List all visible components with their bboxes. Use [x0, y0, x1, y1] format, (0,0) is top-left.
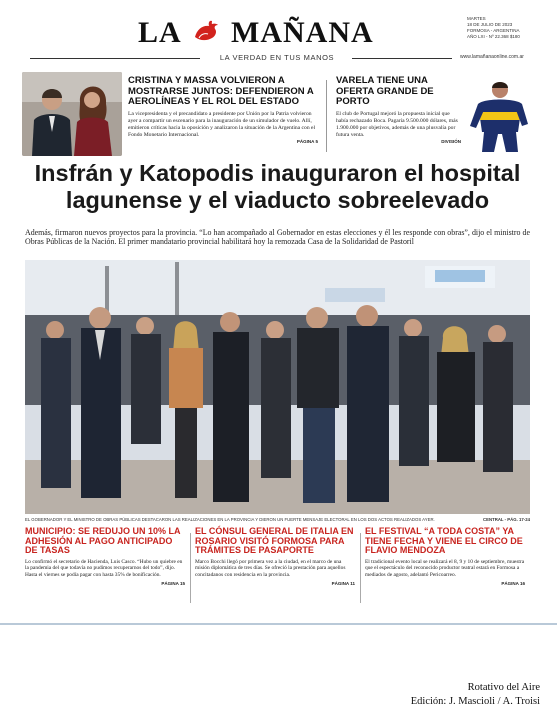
photo-caption	[25, 517, 530, 522]
teaser-politics-title: CRISTINA Y MASSA VOLVIERON A MOSTRARSE JUNTOS: DEFENDIERON A AEROLÍNEAS Y EL ROL DEL ESTADO	[128, 75, 314, 107]
tagline-rule-right	[352, 58, 452, 59]
tagline-rule-left	[30, 58, 200, 59]
teaser-politics-page: PÁGINA 5	[296, 138, 318, 144]
tagline-bar	[20, 53, 535, 63]
credits-program: Rotativo del Aire	[467, 682, 540, 693]
top-teasers	[20, 70, 535, 158]
logo-text-manana: MAÑANA	[231, 16, 374, 49]
edition-place: FORMOSA - ARGENTINA	[467, 28, 520, 33]
credits-editors: Edición: J. Mascioli / A. Troisi	[410, 696, 540, 707]
teaser-sports[interactable]	[336, 76, 461, 144]
logo-text-la: LA	[138, 16, 181, 49]
page-bottom-edge	[0, 623, 557, 625]
photo-caption-text: EL GOBERNADOR Y EL MINISTRO DE OBRAS PÚBLICAS DESTACARON LAS REALIZACIONES EN LA PROVINCIA Y DIERON UN FUERTE MENSAJE ELECTORAL EN LOS DOS ACTOS REALIZADOS AYER.	[25, 517, 435, 522]
teaser-sports-title: VARELA TIENE UNA OFERTA GRANDE DE PORTO	[336, 75, 434, 107]
headline-summary: Además, firmaron nuevos proyectos para la provincia. “Lo han acompañado al Gobernador en estas elecciones y él les responde con obras”, dijo el ministro de Obras Públicas de la Nación. El primer mandatario provincial habilitará hoy la remozada Casa de la Solidaridad de Pastoril	[25, 228, 530, 246]
teaser-sports-page: DIVISIÓN	[441, 138, 461, 144]
story-divider-2	[360, 533, 361, 603]
teaser-politics[interactable]	[128, 76, 318, 144]
headline-line-2: lagunense y el viaducto sobreelevado	[65, 187, 490, 213]
edition-day: MARTES	[467, 16, 486, 21]
headline-line-1: Insfrán y Katopodis inauguraron el hospital	[34, 160, 521, 186]
rooster-icon	[191, 19, 221, 45]
story-consul[interactable]	[195, 527, 355, 586]
newspaper-front-page	[20, 10, 535, 622]
teaser-divider	[326, 80, 327, 152]
story-consul-page: PÁGINA 11	[331, 580, 355, 586]
teaser-sports-body: El club de Portugal mejoró la propuesta inicial que había rechazado Boca. Pagaría 9.500.000 dólares, más 1.900.000 por objetivos, además de una plusvalía por futura venta.	[336, 110, 458, 138]
varela-player-photo[interactable]	[464, 76, 532, 154]
story-municipio-title: MUNICIPIO: SE REDUJO UN 10% LA ADHESIÓN AL PAGO ANTICIPADO DE TASAS	[25, 526, 181, 556]
cristina-massa-photo[interactable]	[22, 72, 122, 156]
edition-credits	[370, 681, 540, 709]
edition-info	[467, 16, 529, 40]
website-url[interactable]: www.lamañanaonline.com.ar	[460, 54, 524, 60]
story-municipio[interactable]	[25, 527, 185, 586]
story-municipio-body: Lo confirmó el secretario de Hacienda, Luis Casco. “Hubo un quiebre en la pandemia del que todavía no pudimos recuperarnos del todo”, dijo. Hasta el viernes se podía pagar con hasta 35% de bonificación.	[25, 558, 183, 578]
bottom-stories	[20, 527, 535, 617]
story-municipio-page: PÁGINA 15	[161, 580, 185, 586]
story-festival-page: PÁGINA 16	[501, 580, 525, 586]
masthead	[20, 10, 535, 62]
main-event-photo[interactable]	[25, 260, 530, 514]
story-festival-title: EL FESTIVAL “A TODA COSTA” YA TIENE FECHA Y VIENE EL CIRCO DE FLAVIO MENDOZA	[365, 526, 523, 556]
story-divider-1	[190, 533, 191, 603]
edition-number: AÑO LXI - Nº 22.368 $180	[467, 34, 520, 39]
edition-date: 18 DE JULIO DE 2023	[467, 22, 513, 27]
story-consul-body: Marco Bocchi llegó por primera vez a la ciudad, en el marco de una misión diplomática de tres días. Se ofreció la prestación para aquellos concitadanos con residencia en la provincia.	[195, 558, 346, 578]
tagline-text: LA VERDAD EN TUS MANOS	[219, 53, 335, 62]
newspaper-logo[interactable]	[138, 16, 374, 50]
story-consul-title: EL CÓNSUL GENERAL DE ITALIA EN ROSARIO VISITÓ FORMOSA PARA TRÁMITES DE PASAPORTE	[195, 526, 354, 556]
teaser-politics-body: La vicepresidenta y el precandidato a presidente por Unión por la Patria volvieron ayer a compartir un escenario para la inauguración de un simulador de vuelo. Allí, emitieron críticas hacia la oposición y analizaron la situación de la Argentina con el Fondo Monetario Internacional.	[128, 110, 316, 138]
main-headline[interactable]	[20, 160, 535, 214]
story-festival[interactable]	[365, 527, 525, 586]
story-festival-body: El tradicional evento local se realizará el 8, 9 y 10 de septiembre, muestra que el espectáculo del reconocido productor teatral estará en Formosa a mediados de agosto, adelantó Pericoarreo.	[365, 558, 525, 578]
photo-caption-page: CENTRAL - PÁG. 17-24	[483, 517, 530, 522]
